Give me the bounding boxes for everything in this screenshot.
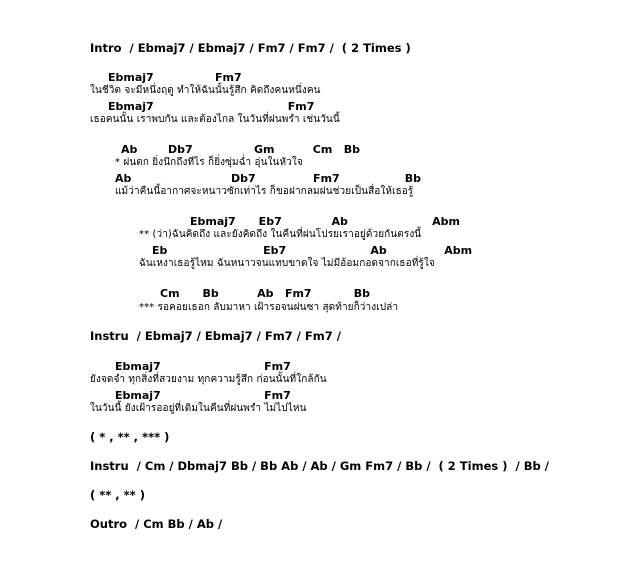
verse1-lyric-1: ในชีวิต จะมีหนึ่งฤดู ทำให้ฉันนั้นรู้สึก คิดถึงคนหนึ่งคน bbox=[90, 85, 321, 96]
intro-line: Intro / Ebmaj7 / Ebmaj7 / Fm7 / Fm7 / ( 2 Times ) bbox=[90, 41, 411, 55]
verse3-lyric-1: ยังจดจำ ทุกสิ่งที่สวยงาม ทุกความรู้สึก ก่อนนั้นที่ใกล้กัน bbox=[90, 374, 327, 385]
repeat-line-2: ( ** , ** ) bbox=[90, 488, 145, 502]
verse2-lyric-2: แม้ว่าคืนนี้อากาศจะหนาวซักเท่าไร ก็ขอฝากลมฝนช่วยเป็นสื่อให้เธอรู้ bbox=[115, 186, 414, 197]
instru-line-1: Instru / Ebmaj7 / Ebmaj7 / Fm7 / Fm7 / bbox=[90, 329, 341, 343]
verse1-chords-1: Ebmaj7 Fm7 bbox=[108, 71, 242, 84]
verse3-chords-2: Ebmaj7 Fm7 bbox=[115, 389, 291, 402]
verse3-chords-1: Ebmaj7 Fm7 bbox=[115, 360, 291, 373]
verse1-lyric-2: เธอคนนั้น เราพบกัน และต้องไกล ในวันที่ฝนพรำ เช่นวันนี้ bbox=[90, 114, 340, 125]
instru-line-2: Instru / Cm / Dbmaj7 Bb / Bb Ab / Ab / Gm Fm7 / Bb / ( 2 Times ) / Bb / bbox=[90, 459, 549, 473]
verse2-lyric-1: * ฝนตก ยิ่งนึกถึงทีไร ก็ยิ่งซุ่มฉ่ำ อุ่นในหัวใจ bbox=[115, 157, 303, 168]
outro-line: Outro / Cm Bb / Ab / bbox=[90, 517, 223, 531]
chorus-chords-2: Eb Eb7 Ab Abm bbox=[152, 244, 473, 257]
verse2-chords-1: Ab Db7 Gm Cm Bb bbox=[121, 143, 361, 156]
verse1-chords-2: Ebmaj7 Fm7 bbox=[108, 100, 315, 113]
chorus-lyric-1: ** (ว่า)ฉันคิดถึง และยังคิดถึง ในคืนที่ฝนโปรยเราอยู่ด้วยกันตรงนี้ bbox=[139, 229, 422, 240]
chorus-chords-1: Ebmaj7 Eb7 Ab Abm bbox=[190, 215, 460, 228]
verse3-lyric-2: ในวันนี้ ยังเฝ้ารออยู่ที่เดิมในคืนที่ฝนพรำ ไม่ไปไหน bbox=[90, 403, 307, 414]
verse2-chords-2: Ab Db7 Fm7 Bb bbox=[115, 172, 422, 185]
chorus-lyric-2: ฉันเหงาเธอรู้ไหม ฉันหนาวจนแทบขาดใจ ไม่มีอ้อมกอดจากเธอที่รู้ใจ bbox=[139, 258, 435, 269]
repeat-line-1: ( * , ** , *** ) bbox=[90, 430, 170, 444]
bridge-lyric-1: *** รอคอยเธอก ลับมาหา เฝ้ารอจนฝนซา สุดท้ายก็ว่างเปล่า bbox=[139, 302, 399, 313]
bridge-chords-1: Cm Bb Ab Fm7 Bb bbox=[160, 287, 370, 300]
